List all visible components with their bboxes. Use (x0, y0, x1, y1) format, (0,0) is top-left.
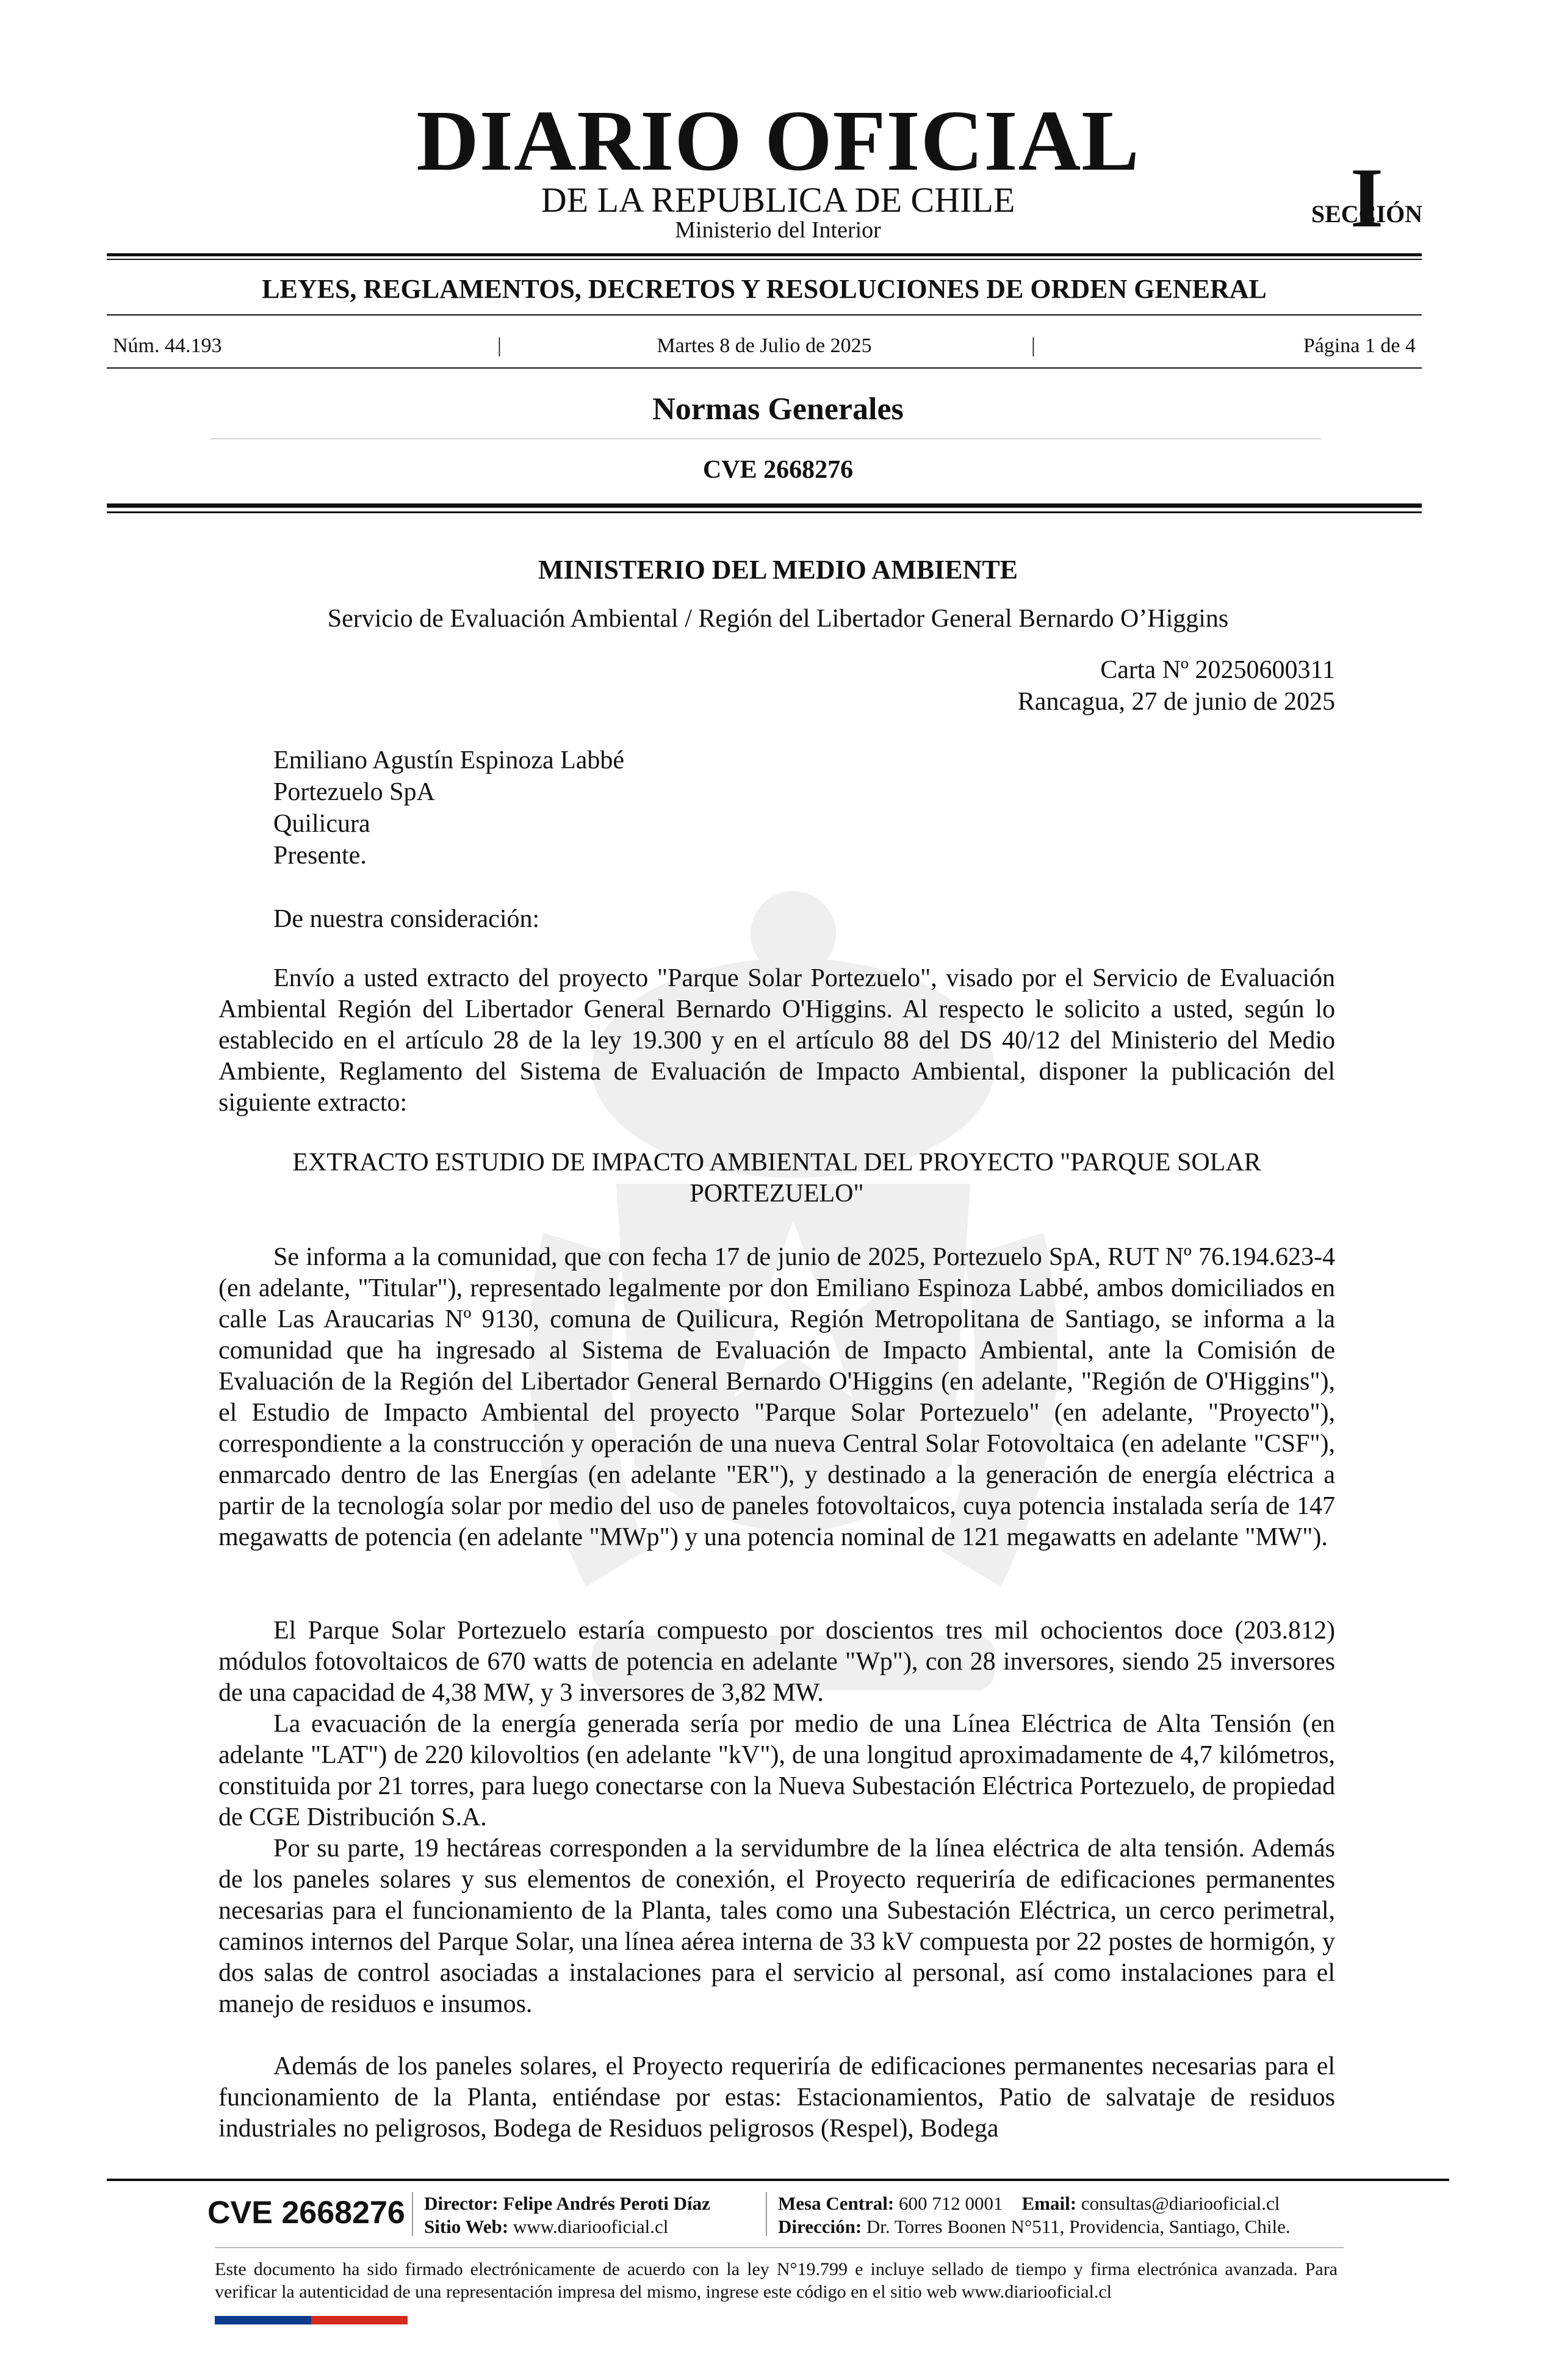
issue-separator: | (497, 334, 502, 357)
footer-email-label: Email: (1021, 2193, 1077, 2214)
footer-cve-code: CVE 2668276 (207, 2195, 405, 2230)
letter-place-date: Rancagua, 27 de junio de 2025 (1017, 688, 1335, 716)
intro-paragraph: Envío a usted extracto del proyecto "Parque Solar Portezuelo", visado por el Servicio de Evaluación Ambiental Región del Libertador General Bernardo O'Higgins. Al respecto le solicito a usted, según lo establecido en el artículo 28 de la ley 19.300 y en el artículo 88 del DS 40/12 del Ministerio del Medio Ambiente, Reglamento del Sistema de Evaluación de Impacto Ambiental, disponer la publicación del siguiente extracto: (218, 964, 1335, 1117)
footer-thin-divider (215, 2247, 1344, 2248)
footer-divider (107, 2179, 1449, 2181)
issue-info-row (113, 333, 1416, 359)
footer-legal-notice: Este documento ha sido firmado electrónicamente de acuerdo con la ley N°19.799 e incluye sellado de tiempo y firma electrónica avanzada. Para verificar la autenticidad de una representación impresa del mismo, ingrese este código en el sitio web www.diariooficial.cl (215, 2259, 1338, 2302)
addressee-presente: Presente. (273, 842, 367, 870)
footer-director-label: Director: (424, 2193, 499, 2214)
footer-column-divider (766, 2192, 767, 2236)
body-paragraph: Por su parte, 19 hectáreas corresponden a la servidumbre de la línea eléctrica de alta tensión. Además de los paneles solares y sus elementos de conexión, el Proyecto requeriría de edificaciones permanentes necesarias para el funcionamiento de la Planta, tales como una Subestación Eléctrica, un cerco perimetral, caminos internos del Parque Solar, una línea aérea interna de 33 kV compuesta por 22 postes de hormigón, y dos salas de control asociadas a instalaciones para el servicio al personal, así como instalaciones para el manejo de residuos e insumos. (218, 1834, 1335, 2018)
footer-website-label: Sitio Web: (424, 2216, 509, 2237)
body-paragraph: Se informa a la comunidad, que con fecha 17 de junio de 2025, Portezuelo SpA, RUT Nº 76.194.623-4 (en adelante, "Titular"), representado legalmente por don Emiliano Espinoza Labbé, ambos domiciliados en calle Las Araucarias Nº 9130, comuna de Quilicura, Región Metropolitana de Santiago, se informa a la comunidad que ha ingresado al Sistema de Evaluación de Impacto Ambiental, ante la Comisión de Evaluación de la Región del Libertador General Bernardo O'Higgins (en adelante, "Región de O'Higgins"), el Estudio de Impacto Ambiental del proyecto "Parque Solar Portezuelo" (en adelante, "Proyecto"), correspondiente a la construcción y operación de una nueva Central Solar Fotovoltaica (en adelante "CSF"), enmarcado dentro de las Energías (en adelante "ER"), y destinado a la generación de energía eléctrica a partir de la tecnología solar por medio del uso de paneles fotovoltaicos, cuya potencia instalada sería de 147 megawatts de potencia (en adelante "MWp") y una potencia nominal de 121 megawatts en adelante "MW"). (218, 1243, 1335, 1551)
masthead-divider-thin (107, 259, 1422, 260)
category-divider (107, 314, 1422, 316)
footer-phone: 600 712 0001 (899, 2193, 1003, 2214)
addressee-company: Portezuelo SpA (273, 778, 435, 806)
flag-stripe-red (311, 2316, 408, 2324)
cve-code: CVE 2668276 (702, 456, 854, 484)
newspaper-ministry: Ministerio del Interior (675, 217, 881, 243)
section-heading-rule (211, 438, 1321, 439)
issuing-service: Servicio de Evaluación Ambiental / Región del Libertador General Bernardo O’Higgins (327, 605, 1229, 633)
header-bottom-divider (107, 503, 1422, 508)
footer-contact (778, 2192, 1280, 2215)
issue-date: Martes 8 de Julio de 2025 (657, 334, 872, 357)
category-heading: LEYES, REGLAMENTOS, DECRETOS Y RESOLUCIONES DE ORDEN GENERAL (262, 274, 1267, 304)
footer-address-text: Dr. Torres Boonen N°511, Providencia, Santiago, Chile. (866, 2216, 1291, 2237)
page-indicator: Página 1 de 4 (1303, 334, 1416, 357)
newspaper-title: DIARIO OFICIAL (416, 92, 1140, 189)
footer-website-link[interactable]: www.diariooficial.cl (513, 2216, 669, 2237)
body-paragraph: El Parque Solar Portezuelo estaría compuesto por doscientos tres mil ochocientos doce (203.812) módulos fotovoltaicos de 670 watts de potencia en adelante "Wp"), con 28 inversores, siendo 25 inversores de una capacidad de 4,38 MW, y 3 inversores de 3,82 MW. (218, 1617, 1335, 1707)
footer-address (778, 2215, 1291, 2238)
extract-title: EXTRACTO ESTUDIO DE IMPACTO AMBIENTAL DEL PROYECTO "PARQUE SOLAR PORTEZUELO" (292, 1149, 1261, 1208)
issue-number: Núm. 44.193 (113, 334, 222, 357)
footer-address-label: Dirección: (778, 2216, 862, 2237)
addressee-city: Quilicura (273, 810, 370, 838)
letter-number: Carta Nº 20250600311 (1100, 656, 1335, 684)
footer-director-name: Felipe Andrés Peroti Díaz (503, 2193, 710, 2214)
body-paragraph: La evacuación de la energía generada sería por medio de una Línea Eléctrica de Alta Tensión (en adelante "LAT") de 220 kilovoltios (en adelante "kV"), de una longitud aproximadamente de 4,7 kilómetros, constituida por 21 torres, para luego conectarse con la Nueva Subestación Eléctrica Portezuelo, de propiedad de CGE Distribución S.A. (218, 1710, 1335, 1831)
flag-stripe-blue (215, 2316, 311, 2324)
footer-email-link[interactable]: consultas@diariooficial.cl (1081, 2193, 1280, 2214)
footer-phone-label: Mesa Central: (778, 2193, 895, 2214)
issuing-ministry: MINISTERIO DEL MEDIO AMBIENTE (538, 555, 1018, 585)
addressee-name: Emiliano Agustín Espinoza Labbé (273, 746, 625, 774)
section-number: I (1350, 151, 1384, 245)
section-heading: Normas Generales (652, 392, 904, 427)
salutation: De nuestra consideración: (273, 905, 540, 933)
newspaper-subtitle: DE LA REPUBLICA DE CHILE (541, 180, 1015, 220)
body-paragraph: Además de los paneles solares, el Proyecto requeriría de edificaciones permanentes necesarias para el funcionamiento de la Planta, entiéndase por estas: Estacionamientos, Patio de salvataje de residuos industriales no peligrosos, Bodega de Residuos peligrosos (Respel), Bodega (218, 2052, 1335, 2143)
issue-info-divider (107, 367, 1422, 369)
header-bottom-divider-thin (107, 511, 1422, 513)
footer-website (424, 2215, 668, 2238)
section-label: SECCIÓN (1311, 200, 1423, 228)
issue-separator: | (1031, 334, 1036, 357)
masthead-divider (107, 253, 1422, 256)
footer-column-divider (412, 2192, 413, 2236)
footer-director (424, 2192, 710, 2215)
